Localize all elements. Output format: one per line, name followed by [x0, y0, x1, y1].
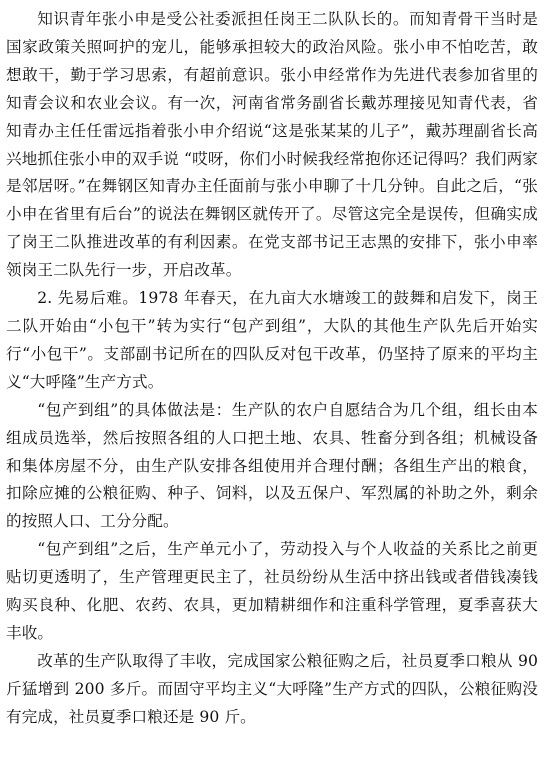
paragraph-after-contract-harvest: “包产到组”之后，生产单元小了，劳动投入与个人收益的关系比之前更贴切更透明了，生产管理更民主了，社员纷纷从生活中挤出钱或者借钱凑钱购买良种、化肥、农药、农具，更加精耕细作和注重科学管理，夏季喜获大丰收。 — [6, 540, 538, 642]
paragraph-contract-to-group-method: “包产到组”的具体做法是：生产队的农户自愿结合为几个组，组长由本组成员选举，然后按照各组的人口把土地、农具、牲畜分到各组；机械设备和集体房屋不分，由生产队安排各组使用并合理付酬；各组生产出的粮食，扣除应摊的公粮征购、种子、饲料，以及五保户、军烈属的补助之外，剩余的按照人口、工分分配。 — [6, 400, 538, 531]
paragraph-grain-comparison: 改革的生产队取得了丰收，完成国家公粮征购之后，社员夏季口粮从 90 斤猛增到 200 多斤。而固守平均主义“大呼隆”生产方式的四队，公粮征购没有完成，社员夏季口粮还是 90 斤。 — [6, 651, 538, 726]
paragraph-easy-first-reform: 2. 先易后难。1978 年春天，在九亩大水塘竣工的鼓舞和启发下，岗王二队开始由“小包干”转为实行“包产到组”，大队的其他生产队先后开始实行“小包干”。支部副书记所在的四队反对包干改革，仍坚持了原来的平均主义“大呼隆”生产方式。 — [6, 289, 538, 391]
paragraph-zhang-xiaoshen-leader: 知识青年张小申是受公社委派担任岗王二队队长的。而知青骨干当时是国家政策关照呵护的宠儿，能够承担较大的政治风险。张小申不怕吃苦，敢想敢干，勤于学习思索，有超前意识。张小申经常作为先进代表参加省里的知青会议和农业会议。有一次，河南省常务副省长戴苏理接见知青代表，省知青办主任任雷远指着张小申介绍说“这是张某某的儿子”，戴苏理副省长高兴地抓住张小申的双手说 “哎呀，你们小时候我经常抱你还记得吗？我们两家是邻居呀。”在舞钢区知青办主任面前与张小申聊了十几分钟。自此之后，“张小申在省里有后台”的说法在舞钢区就传开了。尽管这完全是误传，但确实成了岗王二队推进改革的有利因素。在党支部书记王志黑的安排下，张小申率领岗王二队先行一步，开启改革。 — [6, 10, 538, 280]
